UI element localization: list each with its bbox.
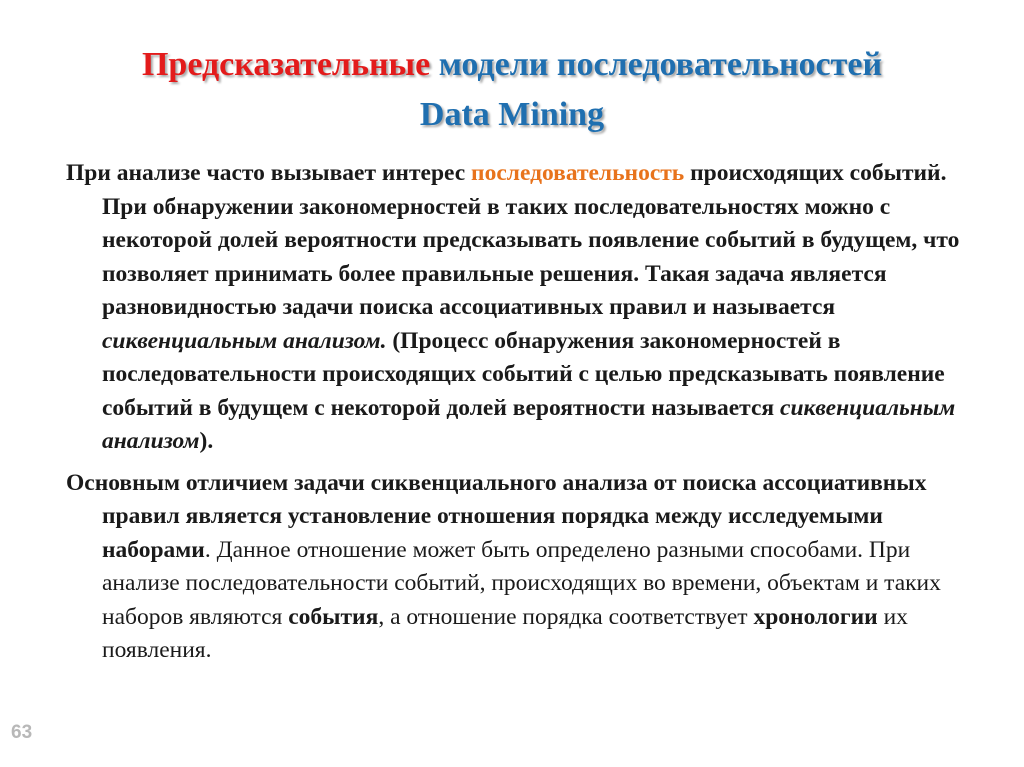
p1-term-italic-1: сиквенциальным анализом.	[102, 327, 387, 354]
p1-term-italic-2: сиквенциальным анализом	[102, 394, 956, 454]
title-line-1	[0, 40, 1024, 90]
page-number: 63	[11, 722, 33, 743]
slide-title	[0, 40, 1024, 140]
p2-bold-term-chronology: хронологии	[753, 603, 878, 630]
paragraph-1	[66, 157, 966, 459]
p1-highlight-term: последовательность	[471, 160, 685, 186]
p1-text-3: (Процесс обнаружения закономерностей в последовательности происходящих событий с целью предсказывать появление событий в будущем с некоторой долей вероятности называется	[102, 327, 945, 421]
slide-body	[66, 157, 966, 676]
p2-bold-term-events: события	[288, 603, 379, 630]
p2-bold-lead: Основным отличием задачи сиквенциального анализа от поиска ассоциативных правил является установление отношения порядка между исследуемыми наборами	[66, 469, 927, 563]
p1-text-1: При анализе часто вызывает интерес	[66, 160, 472, 186]
title-line-2: Data Mining	[419, 96, 605, 133]
p2-text-3: их появления.	[102, 603, 908, 663]
p1-text-2: происходящих событий. При обнаружении закономерностей в таких последовательностях можно с некоторой долей вероятности предсказывать появление событий в будущем, что позволяет принимать более правильные решения. Такая задача является разновидностью задачи поиска ассоциативных правил и называется	[102, 160, 960, 320]
title-highlight: Предсказательные	[141, 46, 431, 83]
p1-text-4: ).	[199, 428, 214, 454]
paragraph-2	[66, 467, 966, 668]
p2-text-2: , а отношение порядка соответствует	[378, 603, 754, 630]
title-rest: модели последовательностей	[430, 46, 883, 83]
p2-text-1: . Данное отношение может быть определено разными способами. При анализе последовательности событий, происходящих во времени, объектам и таких наборов являются	[102, 536, 941, 630]
